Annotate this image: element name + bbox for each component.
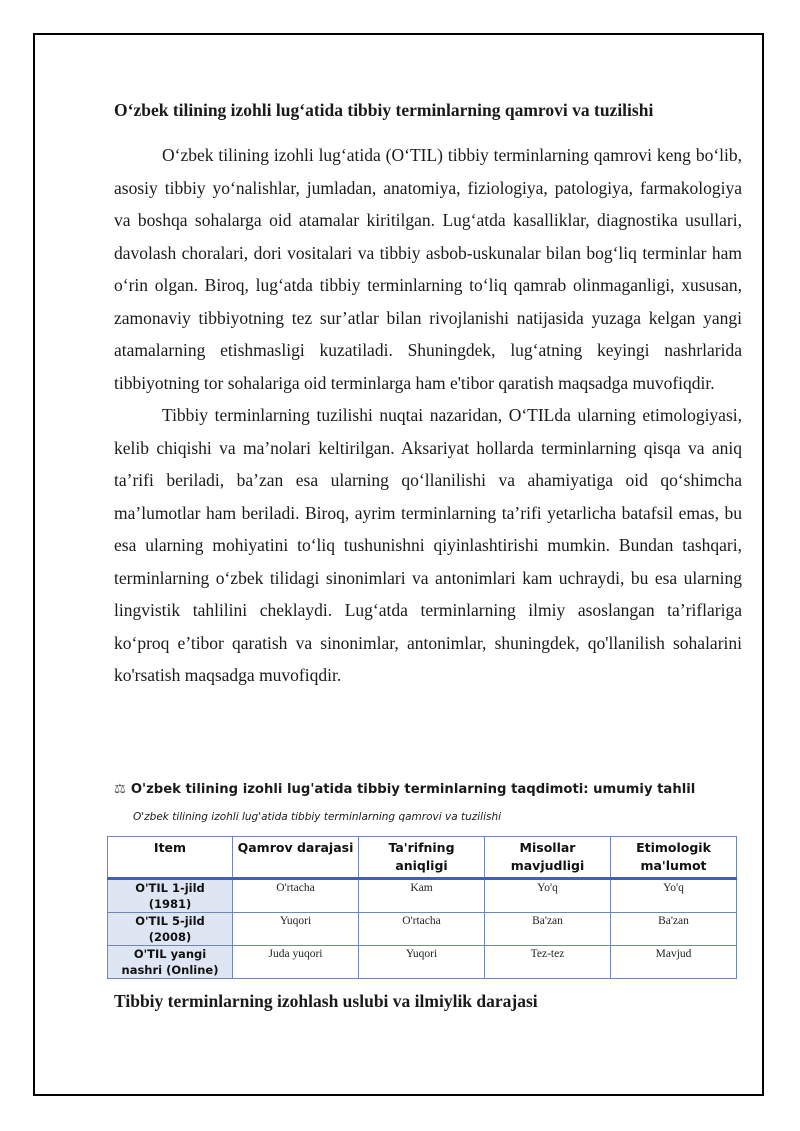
table-cell: Yuqori bbox=[233, 913, 359, 946]
table-cell: O'rtacha bbox=[359, 913, 485, 946]
row-label: O'TIL yangi nashri (Online) bbox=[108, 946, 233, 979]
row-label: O'TIL 5-jild (2008) bbox=[108, 913, 233, 946]
table-cell: Mavjud bbox=[611, 946, 737, 979]
header-item: Item bbox=[108, 837, 233, 879]
table-cell: Ba'zan bbox=[485, 913, 611, 946]
header-examples: Misollar mavjudligi bbox=[485, 837, 611, 879]
table-caption: O'zbek tilining izohli lug'atida tibbiy terminlarning qamrovi va tuzilishi bbox=[133, 811, 502, 823]
table-cell: Tez-tez bbox=[485, 946, 611, 979]
header-coverage: Qamrov darajasi bbox=[233, 837, 359, 879]
section-heading-2: Tibbiy terminlarning izohlash uslubi va ilmiylik darajasi bbox=[114, 991, 538, 1011]
table-row bbox=[108, 913, 737, 946]
header-definition-accuracy: Ta'rifning aniqligi bbox=[359, 837, 485, 879]
table-cell: Juda yuqori bbox=[233, 946, 359, 979]
table-cell: Kam bbox=[359, 879, 485, 913]
table-cell: Yuqori bbox=[359, 946, 485, 979]
scale-icon: ⚖ bbox=[114, 782, 126, 797]
table-title-text: O'zbek tilining izohli lug'atida tibbiy terminlarning taqdimoti: umumiy tahlil bbox=[130, 782, 696, 797]
table-row bbox=[108, 879, 737, 913]
table-cell: O'rtacha bbox=[233, 879, 359, 913]
table-header-row bbox=[108, 837, 737, 879]
table-cell: Yo'q bbox=[611, 879, 737, 913]
table-title bbox=[114, 780, 695, 800]
row-label: O'TIL 1-jild (1981) bbox=[108, 879, 233, 913]
table-cell: Ba'zan bbox=[611, 913, 737, 946]
document-body bbox=[114, 94, 742, 692]
paragraph-structure: Tibbiy terminlarning tuzilishi nuqtai nazaridan, O‘TILda ularning etimologiyasi, kelib chiqishi va ma’nolari keltirilgan. Aksariyat hollarda terminlarning qisqa va aniq ta’rifi beriladi, ba’zan esa ularning qo‘llanilishi va ahamiyatiga oid qo‘shimcha ma’lumotlar ham beriladi. Biroq, ayrim terminlarning ta’rifi yetarlicha batafsil emas, bu esa ularning mohiyatini to‘liq tushunishni qiyinlashtirishi mumkin. Bundan tashqari, terminlarning o‘zbek tilidagi sinonimlari va antonimlari kam uchraydi, bu esa ularning lingvistik tahlilini cheklaydi. Lug‘atda terminlarning ilmiy asoslangan ta’riflariga ko‘proq e’tibor qaratish va sinonimlar, antonimlar, shuningdek, qo'llanilish sohalarini ko'rsatish maqsadga muvofiqdir. bbox=[114, 405, 742, 685]
section-heading: O‘zbek tilining izohli lug‘atida tibbiy terminlarning qamrovi va tuzilishi bbox=[114, 100, 654, 120]
table-row bbox=[108, 946, 737, 979]
terms-table bbox=[107, 836, 737, 979]
paragraph-coverage: O‘zbek tilining izohli lug‘atida (O‘TIL) tibbiy terminlarning qamrovi keng bo‘lib, asosiy tibbiy yo‘nalishlar, jumladan, anatomiya, fiziologiya, patologiya, farmakologiya va boshqa sohalarga oid atamalar kiritilgan. Lug‘atda kasalliklar, diagnostika usullari, davolash choralari, dori vositalari va tibbiy asbob-uskunalar bilan bog‘liq terminlar ham o‘rin olgan. Biroq, lug‘atda tibbiy terminlarning to‘liq qamrab olinmaganligi, xususan, zamonaviy tibbiyotning tez sur’atlar bilan rivojlanishi natijasida yuzaga kelgan yangi atamalarning etishmasligi kuzatiladi. Shuningdek, lug‘atning keyingi nashrlarida tibbiyotning tor sohalariga oid terminlarga ham e'tibor qaratish maqsadga muvofiqdir. bbox=[114, 145, 742, 393]
table-cell: Yo'q bbox=[485, 879, 611, 913]
header-etymology: Etimologik ma'lumot bbox=[611, 837, 737, 879]
